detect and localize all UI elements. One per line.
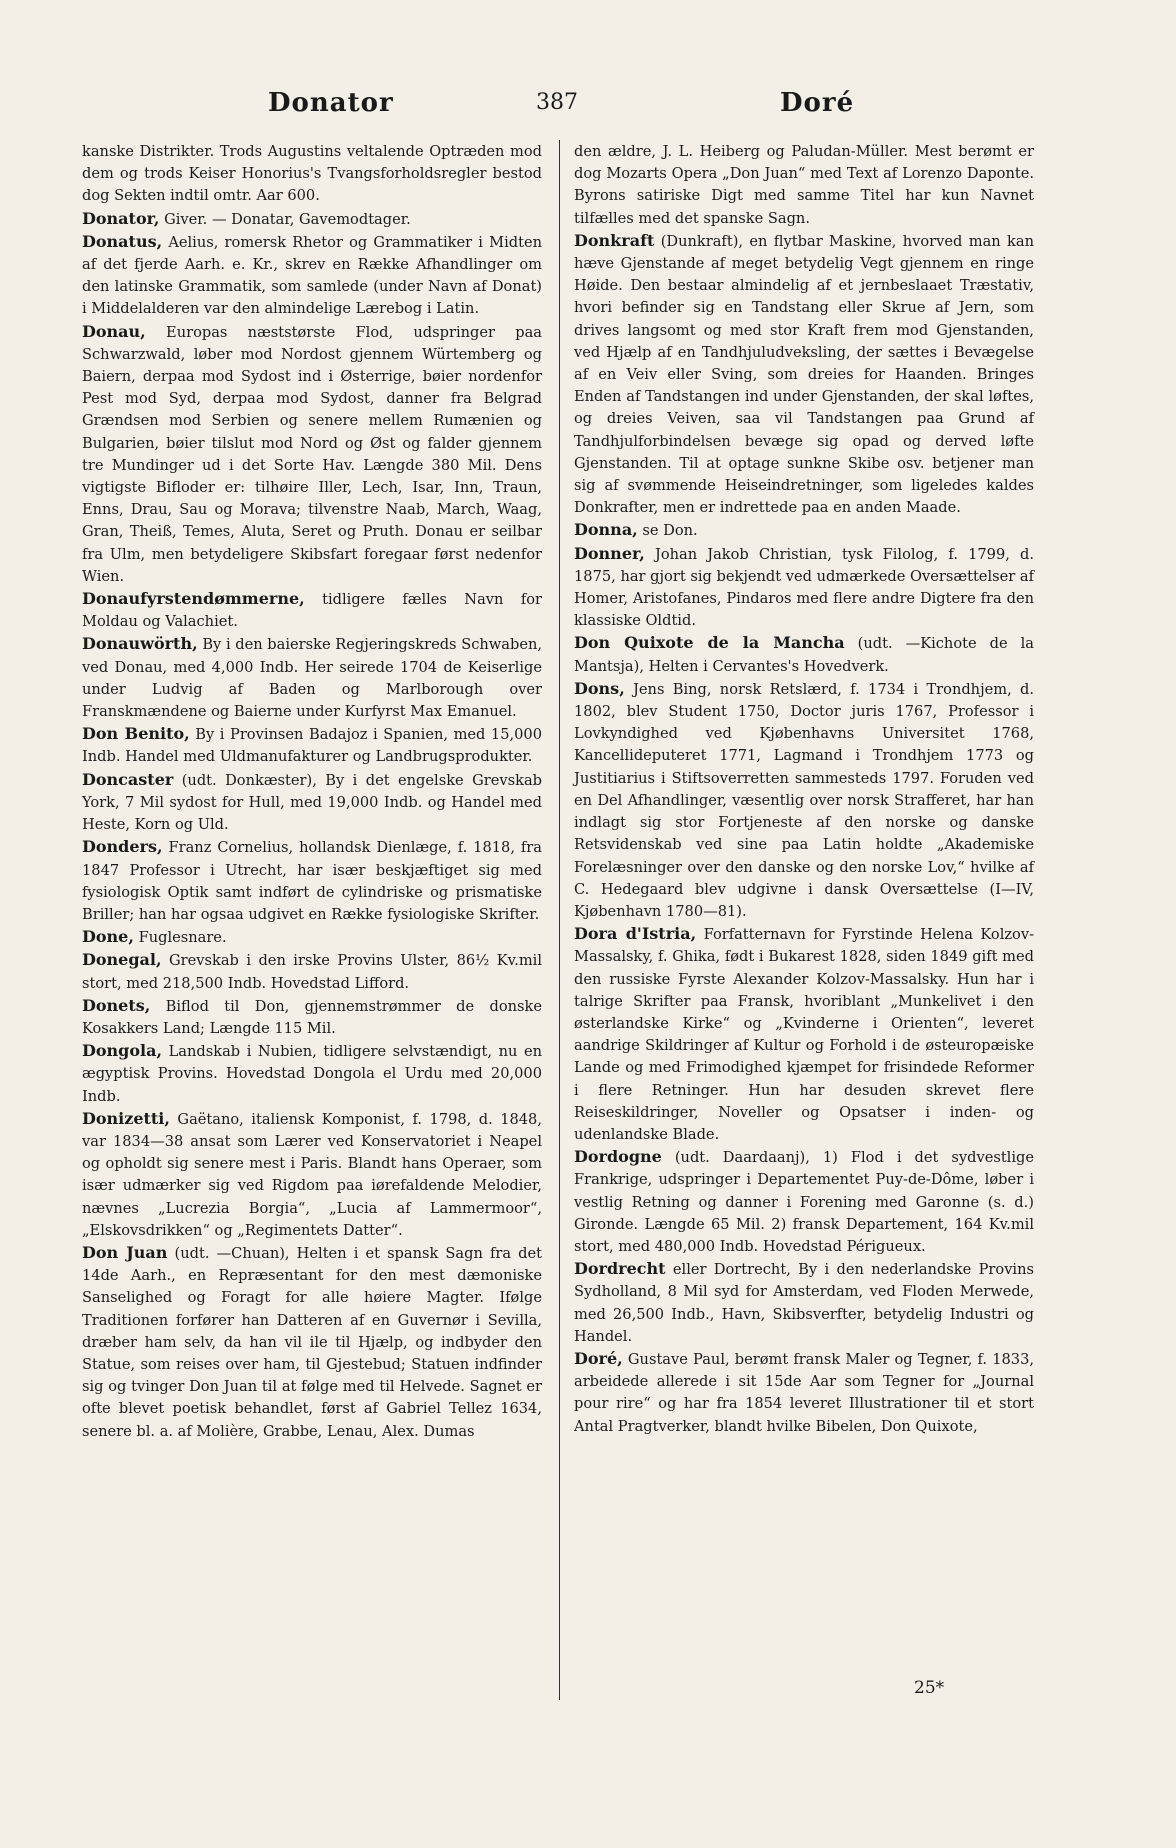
dictionary-entry [82,321,542,588]
entry-headword: Dordogne [574,1147,662,1167]
entry-headword: Donizetti, [82,1108,170,1128]
entry-text: eller Dortrecht, By i den nederlandske Provins Sydholland, 8 Mil syd for Amsterdam, ved Floden Merwede, med 26,500 Indb., Havn, Skibsverfter, betydelig Industri og Handel. [574,1261,1034,1345]
entry-text: Johan Jakob Christian, tysk Filolog, f. 1799, d. 1875, har gjort sig bekjendt ved udmærkede Oversættelser af Homer, Aristofanes, Pindaros med flere andre Digtere fra den klassiske Oldtid. [574,545,1034,630]
entry-headword: Donaufyrstendømmerne, [82,589,305,609]
entry-text: (udt. Donkæster), By i det engelske Grevskab York, 7 Mil sydost for Hull, med 19,000 Indb. og Handel med Heste, Korn og Uld. [82,771,542,834]
dictionary-entry [82,1040,542,1108]
page-header [0,88,1176,128]
entry-text: tidligere fælles Navn for Moldau og Valachiet. [82,591,542,631]
entry-headword: Donets, [82,995,151,1015]
entry-text: Giver. — Donatar, Gavemodtager. [159,210,411,228]
entry-headword: Dongola, [82,1041,163,1061]
entry-headword: Donner, [574,543,645,563]
dictionary-entry [574,519,1034,542]
dictionary-entry [574,140,1034,230]
dictionary-entry [574,1146,1034,1258]
dictionary-entry [574,1258,1034,1348]
dictionary-entry [82,836,542,926]
dictionary-entry [574,543,1034,633]
dictionary-entry [82,588,542,633]
right-column [574,140,1034,1438]
dictionary-entry [82,723,542,768]
dictionary-entry [574,230,1034,520]
entry-text: den ældre, J. L. Heiberg og Paludan-Müller. Mest berømt er dog Mozarts Opera „Don Juan“ med Text af Lorenzo Daponte. Byrons satiriske Digt med samme Titel har kun Navnet tilfælles med det spanske Sagn. [574,143,1034,227]
entry-headword: Don Benito, [82,724,190,744]
entry-text: Europas næststørste Flod, udspringer paa Schwarzwald, løber mod Nordost gjennem Würtemberg og Baiern, derpaa mod Sydost ind i Østerrige, bøier nordenfor Pest mod Syd, derpaa mod Sydost, danner fra Belgrad Grændsen mod Serbien og senere mellem Rumænien og Bulgarien, bøier tilslut mod Nord og Øst og falder gjennem tre Mundinger ud i det Sorte Hav. Længde 380 Mil. Dens vigtigste Bifloder er: tilhøire Iller, Lech, Isar, Inn, Traun, Enns, Drau, Sau og Morava; tilvenstre Naab, March, Waag, Gran, Theiß, Temes, Aluta, Seret og Pruth. Donau er seilbar fra Ulm, men betydeligere Skibsfart foregaar først nedenfor Wien. [82,323,542,585]
dictionary-entry [82,140,542,208]
entry-text: kanske Distrikter. Trods Augustins veltalende Optræden mod dem og trods Keiser Honorius's Tvangsforholdsregler bestod dog Sekten indtil omtr. Aar 600. [82,143,542,205]
entry-headword: Dons, [574,678,625,698]
entry-text: Landskab i Nubien, tidligere selvstændigt, nu en ægyptisk Provins. Hovedstad Dongola el Urdu med 20,000 Indb. [82,1043,542,1105]
dictionary-entry [574,632,1034,677]
entry-headword: Donkraft [574,230,655,250]
entry-headword: Dordrecht [574,1259,666,1279]
dictionary-entry [82,208,542,231]
entry-text: Biflod til Don, gjennemstrømmer de donske Kosakkers Land; Længde 115 Mil. [82,997,542,1037]
entry-text: By i den baierske Regjeringskreds Schwaben, ved Donau, med 4,000 Indb. Her seirede 1704 de Keiserlige under Ludvig af Baden og Marlborough over Franskmændene og Baierne under Kurfyrst Max Emanuel. [82,636,542,721]
entry-text: Jens Bing, norsk Retslærd, f. 1734 i Trondhjem, d. 1802, blev Student 1750, Doctor juris 1767, Professor i Lovkyndighed ved Kjøbenhavns Universitet 1768, Kancellideputeret 1771, Lagmand i Trondhjem 1773 og Justitiarius i Stiftsoverretten sammesteds 1797. Foruden ved en Del Afhandlinger, væsentlig over norsk Strafferet, har han indlagt sig stor Fortjeneste af den norske og danske Retsvidenskab ved sine paa Latin holdte „Akademiske Forelæsninger over den danske og den norske Lov,“ hvilke af C. Hedegaard blev udgivne i dansk Oversættelse (I—IV, Kjøbenhavn 1780—81). [574,680,1034,920]
entry-text: Aelius, romersk Rhetor og Grammatiker i Midten af det fjerde Aarh. e. Kr., skrev en Række Afhandlinger om den latinske Grammatik, som samlede (under Navn af Donat) i Middelalderen var den almindelige Lærebog i Latin. [82,233,542,318]
entry-headword: Done, [82,927,134,947]
dictionary-entry [574,1348,1034,1438]
sheet-signature: 25* [914,1678,945,1698]
entry-headword: Donegal, [82,950,162,970]
entry-headword: Dora d'Istria, [574,924,697,944]
entry-headword: Don Quixote de la Mancha [574,633,845,653]
entry-text: (udt. —Kichote de la Mantsja), Helten i Cervantes's Hovedverk. [574,635,1034,675]
entry-headword: Donna, [574,520,638,540]
dictionary-entry [82,633,542,723]
entry-text: Fuglesnare. [133,929,227,947]
dictionary-entry [82,769,542,837]
entry-text: Gustave Paul, berømt fransk Maler og Tegner, f. 1833, arbeidede allerede i sit 15de Aar som Tegner for „Journal pour rire“ og har fra 1854 leveret Illustrationer til et stort Antal Pragtverker, blandt hvilke Bibelen, Don Quixote, [574,1350,1034,1435]
entry-text: (udt. —Chuan), Helten i et spansk Sagn fra det 14de Aarh., en Repræsentant for den mest dæmoniske Sanselighed og Foragt for alle høiere Magter. Ifølge Traditionen forfører han Datteren af en Guvernør i Sevilla, dræber ham selv, da han vil ile til Hjælp, og indbyder den Statue, som reises over ham, til Gjestebud; Statuen indfinder sig og tvinger Don Juan til at følge med til Helvede. Sagnet er ofte blevet poetisk behandlet, først af Gabriel Tellez 1634, senere bl. a. af Molière, Grabbe, Lenau, Alex. Dumas [82,1244,543,1440]
entry-text: Franz Cornelius, hollandsk Dienlæge, f. 1818, fra 1847 Professor i Utrecht, har især beskjæftiget sig med fysiologisk Optik samt indført de cylindriske og prismatiske Briller; han har ogsaa udgivet en Række fysiologiske Skrifter. [82,839,542,923]
entry-headword: Don Juan [82,1242,168,1262]
entry-text: By i Provinsen Badajoz i Spanien, med 15,000 Indb. Handel med Uldmanufakturer og Landbrugsprodukter. [82,726,543,766]
entry-headword: Donatus, [82,231,163,251]
entry-headword: Donders, [82,837,163,857]
entry-text: (Dunkraft), en flytbar Maskine, hvorved man kan hæve Gjenstande af meget betydelig Vegt gjennem en ringe Høide. Den bestaar almindelig af et jernbeslaaet Træstativ, hvori befinder sig en Tandstang eller Skrue af Jern, som drives langsomt og med stor Kraft frem mod Gjenstanden, ved Hjælp af en Tandhjuludveksling, der sættes i Bevægelse af en Veiv eller Sving, som dreies for Haanden. Bringes Enden af Tandstangen ind under Gjenstanden, der skal løftes, og dreies Veiven, saa vil Tandstangen paa Grund af Tandhjulforbindelsen bevæge sig opad og derved løfte Gjenstanden. Til at optage sunkne Skibe osv. betjener man sig af svømmende Heiseindretninger, som ligeledes kaldes Donkrafter, men er indrettede paa en anden Maade. [574,232,1034,517]
dictionary-entry [82,926,542,949]
page-number: 387 [536,90,578,115]
entry-text: se Don. [637,522,698,540]
entry-headword: Doncaster [82,769,174,789]
entry-text: Grevskab i den irske Provins Ulster, 86½ Kv.mil stort, med 218,500 Indb. Hovedstad Lifford. [82,952,542,992]
dictionary-entry [82,995,542,1040]
dictionary-entry [82,1242,542,1443]
dictionary-entry [82,1108,542,1242]
header-right-word: Doré [780,88,855,118]
column-divider [559,140,560,1700]
entry-headword: Donauwörth, [82,634,198,654]
header-left-word: Donator [268,88,394,118]
dictionary-entry [574,923,1034,1146]
entry-headword: Donau, [82,321,146,341]
left-column [82,140,542,1443]
entry-text: (udt. Daardaanj), 1) Flod i det sydvestlige Frankrige, udspringer i Departementet Puy-de-Dôme, løber i vestlig Retning og danner i Forening med Garonne (s. d.) Gironde. Længde 65 Mil. 2) fransk Departement, 164 Kv.mil stort, med 480,000 Indb. Hovedstad Périgueux. [574,1149,1034,1255]
entry-text: Forfatternavn for Fyrstinde Helena Kolzov-Massalsky, f. Ghika, født i Bukarest 1828, siden 1849 gift med den russiske Fyrste Alexander Kolzov-Massalsky. Hun har i talrige Skrifter paa Fransk, hvoriblant „Munkelivet i den østerlandske Kirke“ og „Kvinderne i Orienten“, leveret aandrige Skildringer af Kultur og Forhold i de østeuropæiske Lande og med Frimodighed kjæmpet for frisindede Reformer i flere Retninger. Hun har desuden skrevet flere Reiseskildringer, Noveller og Opsatser i inden- og udenlandske Blade. [574,926,1035,1143]
dictionary-entry [574,678,1034,923]
entry-headword: Doré, [574,1348,623,1368]
entry-text: Gaëtano, italiensk Komponist, f. 1798, d. 1848, var 1834—38 ansat som Lærer ved Konservatoriet i Neapel og opholdt sig senere mest i Paris. Blandt hans Operaer, som især udmærker sig ved Rigdom paa iørefaldende Melodier, nævnes „Lucrezia Borgia“, „Lucia af Lammermoor“, „Elskovsdrikken“ og „Regimentets Datter“. [82,1110,542,1239]
entry-headword: Donator, [82,208,160,228]
dictionary-entry [82,231,542,321]
dictionary-entry [82,949,542,994]
